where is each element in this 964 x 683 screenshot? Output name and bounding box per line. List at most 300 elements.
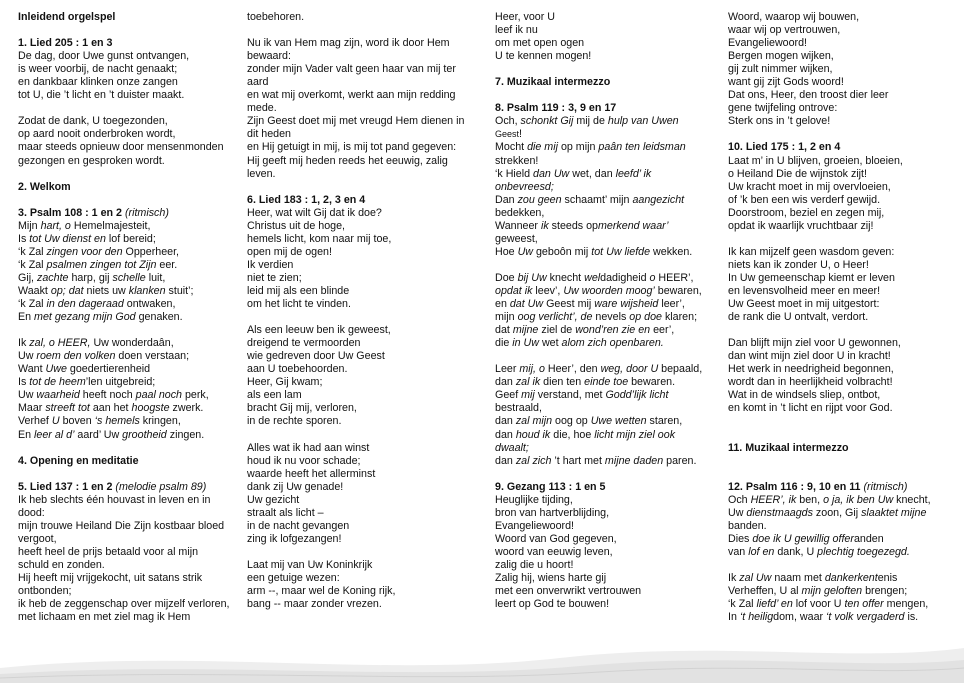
text-line	[247, 376, 479, 389]
text-segment: grootheid	[122, 428, 167, 441]
text-line	[247, 415, 479, 428]
text-segment: in de nacht gevangen	[247, 519, 350, 532]
text-segment: Bergen mogen wijken,	[728, 50, 834, 63]
text-segment: hoogste	[131, 402, 170, 415]
text-segment: streeft tot	[45, 402, 90, 415]
text-line	[247, 207, 479, 220]
text-segment: dan	[495, 428, 516, 441]
text-segment: einde toe	[584, 376, 629, 389]
text-segment: dan	[495, 415, 516, 428]
text-segment: bepaald,	[658, 363, 703, 376]
text-segment: ‘t volk vergaderd	[826, 611, 905, 624]
text-line	[18, 389, 250, 402]
text-line	[728, 285, 960, 298]
text-segment: hemels licht, kom naar mij toe,	[247, 232, 392, 245]
blank-line	[18, 194, 250, 207]
text-segment: In Uw gemeenschap kiemt er leven	[728, 271, 895, 284]
blank-line	[18, 168, 250, 181]
text-segment: leid mij als een blinde	[247, 284, 350, 297]
text-line	[18, 311, 250, 324]
text-segment: Woord van God gegeven,	[495, 532, 617, 545]
text-line	[18, 350, 250, 363]
text-line	[247, 559, 479, 572]
text-segment: leer’,	[658, 298, 685, 311]
text-segment: op aard nooit onderbroken wordt,	[18, 128, 176, 141]
blank-line	[728, 429, 960, 442]
text-line	[18, 415, 250, 428]
text-segment: van	[728, 545, 749, 558]
text-segment: en wat mij overkomt, werkt aan mijn redding	[247, 89, 456, 102]
text-segment: leefd’ ik	[615, 167, 652, 180]
text-line	[495, 311, 727, 324]
text-line	[495, 194, 727, 207]
blank-line	[728, 559, 960, 572]
text-line	[18, 246, 250, 259]
blank-line	[728, 128, 960, 141]
text-segment: (ritmisch)	[124, 206, 169, 219]
section-heading	[728, 442, 960, 455]
text-line	[247, 220, 479, 233]
text-segment: U	[51, 415, 60, 428]
text-segment: strekken!	[495, 154, 539, 167]
text-segment: arm --, maar wel de Koning rijk,	[247, 585, 396, 598]
text-line	[495, 442, 727, 455]
text-segment: klanken	[128, 284, 166, 297]
text-segment: Dat ons, Heer, den troost dier leer	[728, 89, 889, 102]
text-segment: Zodat de dank, U toegezonden,	[18, 115, 168, 128]
text-segment: bron van hartverblijding,	[495, 506, 610, 519]
text-segment: Ik verdien	[247, 258, 294, 271]
section-heading	[495, 481, 727, 494]
text-segment: of ’k ben een wis verderf gewijd.	[728, 193, 881, 206]
text-segment: licht mijn ziel ook	[594, 428, 676, 441]
text-segment: zachte	[37, 271, 69, 284]
text-line	[247, 141, 479, 154]
text-segment: 12. Psalm 116 : 9, 10 en 11	[728, 480, 864, 493]
text-line	[728, 115, 960, 128]
text-segment: dat Uw	[509, 298, 544, 311]
text-segment: doen verstaan;	[115, 350, 190, 363]
text-segment: Opperheer,	[122, 245, 180, 258]
text-segment: en	[495, 298, 510, 311]
text-segment: bracht Gij mij, verloren,	[247, 402, 357, 415]
text-segment: Och	[728, 493, 751, 506]
blank-line	[728, 324, 960, 337]
text-segment: knecht	[546, 271, 585, 284]
text-line	[247, 272, 479, 285]
text-segment: aan U toebehoorden.	[247, 363, 348, 376]
text-segment: mijn	[495, 311, 518, 324]
text-line	[247, 259, 479, 272]
text-segment: zwerk.	[169, 402, 204, 415]
text-segment: Want	[18, 363, 46, 376]
text-segment: om het licht te vinden.	[247, 298, 351, 311]
text-segment: bedekken,	[495, 206, 545, 219]
text-segment: Sterk ons in ’t gelove!	[728, 115, 831, 128]
text-segment: oog op	[552, 415, 591, 428]
text-line	[18, 507, 250, 520]
text-line	[247, 102, 479, 115]
text-segment: plechtig toegezegd.	[817, 545, 910, 558]
text-line	[495, 115, 727, 128]
text-segment: brengen;	[862, 585, 908, 598]
text-segment: paân ten leidsman	[598, 141, 686, 154]
section-heading	[495, 76, 727, 89]
text-segment: perk,	[182, 389, 209, 402]
text-segment: mijne daden	[604, 454, 664, 467]
text-segment: vergoot,	[18, 532, 57, 545]
text-line	[495, 24, 727, 37]
text-segment: wet	[538, 337, 562, 350]
text-line	[247, 11, 479, 24]
text-segment: houd ik	[515, 428, 551, 441]
text-segment: dat	[495, 324, 513, 337]
text-segment: houd ik nu voor schade;	[247, 454, 361, 467]
text-segment: Mocht	[495, 141, 528, 154]
text-line	[728, 494, 960, 507]
text-segment: onbevreesd;	[495, 180, 554, 193]
blank-line	[495, 63, 727, 76]
text-segment: bang -- maar zonder vrezen.	[247, 598, 382, 611]
text-segment: ten offer	[844, 598, 884, 611]
text-segment: !	[519, 128, 522, 141]
text-segment: zing ik lofgezangen!	[247, 532, 342, 545]
text-segment: zal Uw	[739, 572, 772, 585]
text-line	[495, 50, 727, 63]
text-segment: tot Uw liefde	[591, 245, 651, 258]
text-segment: om met open ogen	[495, 37, 585, 50]
text-segment: 5. Lied 137 : 1 en 2	[18, 480, 116, 493]
text-segment: Heer’, den	[544, 363, 601, 376]
text-segment: op doe	[629, 311, 662, 324]
section-heading	[728, 141, 960, 154]
text-line	[247, 233, 479, 246]
text-line	[18, 128, 250, 141]
text-segment: Wanneer	[495, 219, 541, 232]
text-segment: Laat mij van Uw Koninkrijk	[247, 558, 373, 571]
text-segment: Uwe wetten	[590, 415, 647, 428]
text-line	[728, 611, 960, 624]
text-segment: Geest mij	[543, 298, 595, 311]
text-segment: Mijn	[18, 219, 41, 232]
text-line	[728, 376, 960, 389]
text-segment: en komt in ’t licht en rijpt voor God.	[728, 402, 893, 415]
section-heading	[18, 455, 250, 468]
text-segment: bewaren,	[654, 284, 702, 297]
text-segment: Alles wat ik had aan winst	[247, 441, 370, 454]
text-line	[728, 220, 960, 233]
text-segment: U te kennen mogen!	[495, 50, 592, 63]
text-line	[18, 572, 250, 585]
text-segment: knecht,	[893, 493, 931, 506]
text-segment: mij, o	[519, 363, 545, 376]
blank-line	[495, 468, 727, 481]
text-segment: De dag, door Uwe gunst ontvangen,	[18, 50, 190, 63]
text-line	[728, 311, 960, 324]
text-segment: schonkt Gij	[520, 115, 574, 128]
text-segment: (melodie psalm 89)	[115, 480, 207, 493]
text-line	[18, 598, 250, 611]
text-segment: banden.	[728, 519, 767, 532]
text-line	[728, 585, 960, 598]
text-segment: staren,	[646, 415, 683, 428]
text-segment: wel	[584, 271, 601, 284]
blank-line	[495, 350, 727, 363]
text-segment: Ik kan mijzelf geen wasdom geven:	[728, 245, 895, 258]
text-segment: In	[728, 611, 740, 624]
section-heading	[495, 102, 727, 115]
text-line	[495, 337, 727, 350]
section-heading	[247, 194, 479, 207]
text-segment: zal zich	[515, 454, 552, 467]
text-segment: eer.	[156, 258, 178, 271]
text-line	[495, 598, 727, 611]
text-segment: ik heb de zeggenschap over mijzelf verloren,	[18, 598, 230, 611]
text-segment: Laat m’ in U blijven, groeien, bloeien,	[728, 154, 903, 167]
text-segment: Uw woorden moog’	[563, 284, 655, 297]
text-segment: Nu ik van Hem mag zijn, word ik door Hem	[247, 37, 450, 50]
text-segment: aan het	[89, 402, 132, 415]
text-line	[495, 207, 727, 220]
text-line	[247, 337, 479, 350]
text-segment: ‘k Zal	[18, 298, 47, 311]
text-line	[728, 76, 960, 89]
text-segment: 6. Lied 183 : 1, 2, 3 en 4	[247, 193, 366, 206]
text-segment: 8. Psalm 119 : 3, 9 en 17	[495, 102, 617, 115]
text-segment: Is	[18, 232, 30, 245]
text-line	[728, 89, 960, 102]
text-segment: toebehoren.	[247, 11, 305, 23]
text-line	[495, 415, 727, 428]
blank-line	[247, 429, 479, 442]
text-segment: ware wijsheid	[594, 298, 659, 311]
text-segment: Als een leeuw ben ik geweest,	[247, 324, 391, 337]
text-segment: waarheid	[36, 389, 80, 402]
blank-line	[728, 415, 960, 428]
text-segment: bij Uw	[517, 271, 547, 284]
text-segment: die	[495, 337, 513, 350]
text-segment: 4. Opening en meditatie	[18, 454, 139, 467]
text-segment: zonder mijn Vader valt geen haar van mij ter	[247, 63, 456, 76]
text-segment: Dan	[495, 193, 518, 206]
text-line	[18, 494, 250, 507]
text-segment: mijn geloften	[801, 585, 863, 598]
text-segment: Dies	[728, 532, 753, 545]
section-heading	[728, 481, 960, 494]
text-line	[728, 11, 960, 24]
text-line	[247, 115, 479, 128]
text-line	[18, 220, 250, 233]
text-line	[728, 402, 960, 415]
text-segment: wekken.	[650, 245, 693, 258]
text-segment: leer al d’	[34, 428, 75, 441]
blank-line	[18, 24, 250, 37]
text-line	[247, 285, 479, 298]
text-segment: Dan blijft mijn ziel voor U gewonnen,	[728, 337, 901, 350]
text-segment: schaamt’ mijn	[561, 193, 633, 206]
blank-line	[247, 546, 479, 559]
text-line	[18, 155, 250, 168]
text-segment: is.	[904, 611, 919, 624]
text-segment: en Hij getuigt in mij, is mij tot pand gegeven:	[247, 141, 457, 154]
text-line	[18, 141, 250, 154]
text-segment: 2. Welkom	[18, 180, 71, 193]
text-line	[728, 298, 960, 311]
text-segment: woord van eeuwig leven,	[495, 545, 613, 558]
text-line	[495, 324, 727, 337]
column-3	[495, 11, 727, 611]
text-line	[247, 481, 479, 494]
text-segment: mede.	[247, 102, 277, 115]
text-segment: liefd’ en	[756, 598, 793, 611]
text-segment: Uw Geest moet in mij uitgestort:	[728, 298, 880, 311]
text-segment: geboôn mij	[533, 245, 592, 258]
text-segment: ontbonden;	[18, 585, 72, 598]
text-segment: schelle	[112, 271, 146, 284]
text-line	[247, 168, 479, 181]
text-segment: alom zich openbaren.	[561, 337, 664, 350]
text-segment: paal noch	[135, 389, 182, 402]
text-line	[247, 246, 479, 259]
text-line	[728, 246, 960, 259]
text-segment: Doe	[495, 271, 518, 284]
text-segment: is weer voorbij, de nacht genaakt;	[18, 63, 178, 76]
text-segment: merkend waar’	[598, 219, 669, 232]
text-segment: kringen,	[139, 415, 181, 428]
section-heading	[18, 181, 250, 194]
text-segment: wie gedreven door Uw Geest	[247, 350, 385, 363]
text-line	[495, 298, 727, 311]
text-line	[495, 520, 727, 533]
text-line	[18, 559, 250, 572]
text-segment: dien ten	[540, 376, 585, 389]
text-line	[247, 50, 479, 63]
text-segment: Heer, voor U	[495, 11, 555, 23]
text-segment: niet te zien;	[247, 271, 302, 284]
text-line	[18, 429, 250, 442]
text-segment: ik	[540, 219, 549, 232]
text-segment: o ja, ik ben Uw	[823, 493, 894, 506]
text-segment: luit,	[145, 271, 166, 284]
text-segment: die, hoe	[550, 428, 595, 441]
text-line	[728, 572, 960, 585]
text-segment: Uw wonderdaân,	[90, 337, 174, 350]
text-line	[18, 585, 250, 598]
text-line	[495, 533, 727, 546]
text-line	[247, 533, 479, 546]
text-segment: lof voor U	[792, 598, 845, 611]
text-segment: aard’ Uw	[74, 428, 123, 441]
text-segment: tot de heem	[29, 376, 86, 389]
text-line	[728, 350, 960, 363]
text-line	[247, 363, 479, 376]
text-segment: goedertierenheid	[66, 363, 151, 376]
text-line	[18, 337, 250, 350]
text-segment: dit heden	[247, 128, 291, 141]
text-line	[18, 298, 250, 311]
text-line	[495, 376, 727, 389]
text-segment: zal, o HEER,	[29, 337, 91, 350]
blank-line	[247, 181, 479, 194]
text-segment: Waakt	[18, 284, 51, 297]
blank-line	[728, 468, 960, 481]
text-segment: maar steeds opnieuw door mensenmonden	[18, 141, 224, 154]
text-segment: mengen,	[883, 598, 929, 611]
text-line	[247, 507, 479, 520]
text-line	[495, 363, 727, 376]
blank-line	[495, 89, 727, 102]
text-line	[728, 389, 960, 402]
text-line	[247, 494, 479, 507]
text-segment: Verheffen, U al	[728, 585, 802, 598]
text-line	[495, 389, 727, 402]
text-segment: Uw gezicht	[247, 493, 300, 506]
text-segment: Ik heb slechts één houvast in leven en in	[18, 493, 211, 506]
text-segment: ‘k Zal	[18, 258, 47, 271]
text-segment: Godd’lijk licht	[605, 389, 669, 402]
text-segment: wond’ren zie en	[575, 324, 651, 337]
text-line	[728, 181, 960, 194]
text-line	[18, 272, 250, 285]
text-line	[247, 155, 479, 168]
text-segment: 3. Psalm 108 : 1 en 2	[18, 206, 125, 219]
text-line	[18, 259, 250, 272]
text-segment: schuld en zonden.	[18, 558, 105, 571]
text-segment: dankerkent	[824, 572, 878, 585]
text-segment: gij zult nimmer wijken,	[728, 63, 833, 76]
text-segment: oog verlicht’, de	[517, 311, 593, 324]
text-segment: gene twijfeling ontrove:	[728, 102, 838, 115]
text-line	[495, 285, 727, 298]
text-line	[728, 24, 960, 37]
text-segment: bewaren.	[628, 376, 676, 389]
text-segment: mij de	[573, 115, 608, 128]
text-segment: in den dageraad	[46, 298, 124, 311]
text-segment: En	[18, 428, 35, 441]
text-line	[728, 102, 960, 115]
text-segment: naam met	[771, 572, 825, 585]
text-segment: enis	[877, 572, 898, 585]
text-segment: stuit’;	[165, 284, 194, 297]
text-segment: niets uw	[83, 284, 129, 297]
text-segment: o Heiland Die de wijnstok zijt!	[728, 167, 868, 180]
text-segment: ‘k Zal	[18, 245, 47, 258]
text-segment: geweest,	[495, 232, 538, 245]
text-line	[728, 533, 960, 546]
text-line	[728, 546, 960, 559]
blank-line	[495, 259, 727, 272]
text-segment: ‘s hemels	[94, 415, 140, 428]
text-segment: 11. Muzikaal intermezzo	[728, 441, 849, 454]
text-segment: (ritmisch)	[863, 480, 908, 493]
text-segment: steeds op	[548, 219, 598, 232]
text-segment: genaken.	[135, 311, 183, 324]
text-segment: Uw kracht moet in mij overvloeien,	[728, 180, 891, 193]
blank-line	[728, 233, 960, 246]
text-line	[18, 402, 250, 415]
text-segment: Verhef	[18, 415, 52, 428]
text-line	[728, 63, 960, 76]
text-line	[728, 207, 960, 220]
text-line	[18, 115, 250, 128]
text-segment: ‘t heilig	[739, 611, 774, 624]
text-segment: op mijn	[557, 141, 599, 154]
text-line	[247, 350, 479, 363]
text-segment: zal ik	[515, 376, 541, 389]
blank-line	[18, 324, 250, 337]
text-segment: dan	[495, 454, 516, 467]
text-line	[18, 533, 250, 546]
